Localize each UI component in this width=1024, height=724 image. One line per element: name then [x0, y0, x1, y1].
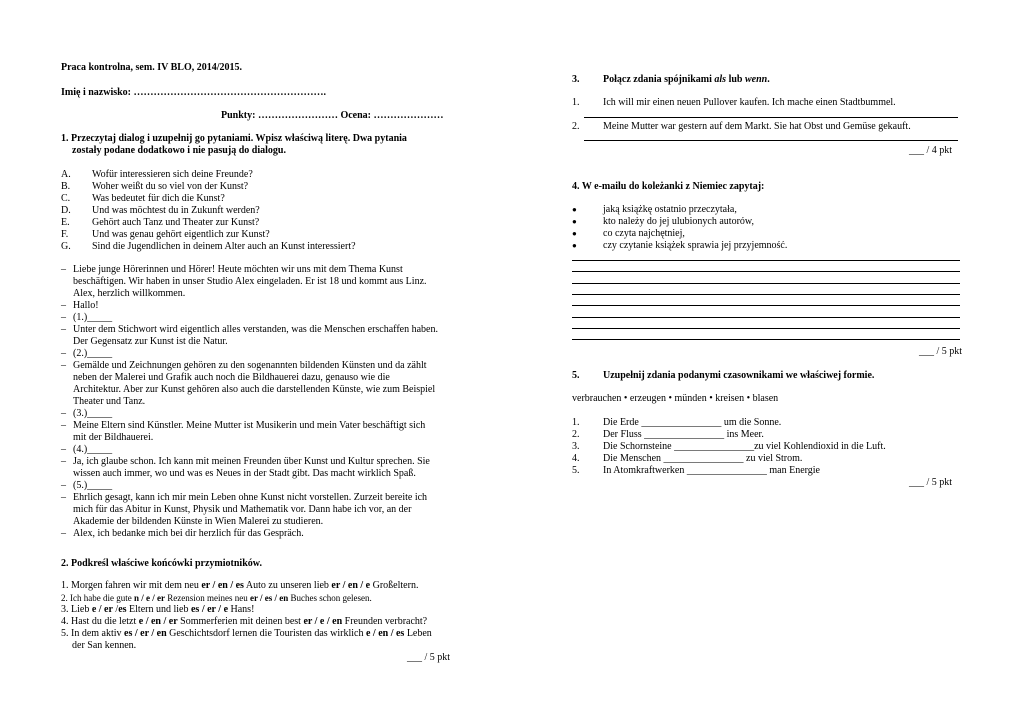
sentence-text: Auto zu unseren lieb	[243, 580, 332, 591]
dialog-text[interactable]: (5.)_____	[73, 480, 113, 491]
ending-options[interactable]: e / en / es	[365, 628, 405, 639]
dialog-text: Architektur. Aber zur Kunst gehören also auch die darstellenden Künste, wie zum Beispiel	[73, 384, 436, 395]
dialog-text: Meine Eltern sind Künstler. Meine Mutter ist Musikerin und mein Vater beschäftigt sich	[73, 420, 426, 431]
bullet-text: kto należy do jej ulubionych autorów,	[603, 216, 754, 227]
task3-answer-line-1[interactable]	[584, 117, 958, 118]
dash-marker: –	[61, 408, 66, 419]
bullet-icon: ●	[572, 205, 577, 214]
dialog-text: neben der Malerei und Grafik auch noch die Bildhauerei dazu, genauso wie die	[73, 372, 390, 383]
task2-item	[61, 592, 461, 604]
task5-verb-list: verbrauchen • erzeugen • münden • kreisen • blasen	[572, 393, 779, 404]
option-letter: D.	[61, 205, 71, 216]
ending-options[interactable]: n / e / er	[133, 593, 165, 603]
task2-item	[61, 604, 461, 616]
task3-item-1-text: Ich will mir einen neuen Pullover kaufen. Ich mache einen Stadtbummel.	[603, 97, 896, 108]
task5-item	[572, 441, 962, 453]
task3-item-1-number: 1.	[572, 97, 580, 108]
dialog-text[interactable]: (2.)_____	[73, 348, 113, 359]
task5-items	[572, 417, 962, 477]
dialog-text[interactable]: (3.)_____	[73, 408, 113, 419]
task2-item	[61, 640, 461, 652]
dialog-text: beschäftigen. Wir haben in unser Studio Alex eingeladen. Er ist 18 und kommt aus Linz.	[73, 276, 427, 287]
task1-option	[61, 169, 461, 181]
task4-answer-line[interactable]	[572, 271, 960, 272]
dialog-text: Unter dem Stichwort wird eigentlich alles verstanden, was die Menschen erschaffen haben.	[73, 324, 438, 335]
dialog-text: Hallo!	[73, 300, 99, 311]
dash-marker: –	[61, 300, 66, 311]
dialog-text: Alex, herzlich willkommen.	[73, 288, 186, 299]
dash-marker: –	[61, 444, 66, 455]
item-text[interactable]: Die Erde ________________ um die Sonne.	[603, 417, 782, 428]
dash-marker: –	[61, 480, 66, 491]
sentence-text: Großeltern.	[370, 580, 419, 591]
item-text[interactable]: Die Schornsteine ________________zu viel Kohlendioxid in die Luft.	[603, 441, 886, 452]
task4-answer-line[interactable]	[572, 339, 960, 340]
dialog-line	[61, 360, 456, 408]
ending-options[interactable]: es / er / en	[124, 628, 167, 639]
dash-marker: –	[61, 456, 66, 467]
ending-options[interactable]: er / en / es	[201, 580, 244, 591]
dialog-text: Liebe junge Hörerinnen und Hörer! Heute möchten wir uns mit dem Thema Kunst	[73, 264, 403, 275]
item-text[interactable]: Der Fluss ________________ ins Meer.	[603, 429, 764, 440]
item-number: 4.	[572, 453, 580, 464]
task3-answer-line-2[interactable]	[584, 140, 958, 141]
option-text: Wofür interessieren sich deine Freunde?	[92, 169, 253, 180]
task1-option	[61, 217, 461, 229]
dash-marker: –	[61, 324, 66, 335]
dialog-text[interactable]: (1.)_____	[73, 312, 113, 323]
task5-item	[572, 453, 962, 465]
task4-bullet-item	[572, 240, 962, 252]
name-field-line[interactable]: Imię i nazwisko: ………………………………………………….	[61, 87, 326, 98]
bullet-icon: ●	[572, 229, 577, 238]
option-letter: F.	[61, 229, 69, 240]
task4-answer-line[interactable]	[572, 294, 960, 295]
bullet-text: jaką książkę ostatnio przeczytała,	[603, 204, 737, 215]
sentence-text: Hans!	[228, 604, 255, 615]
dialog-line	[61, 492, 456, 528]
dialog-text[interactable]: (4.)_____	[73, 444, 113, 455]
item-text[interactable]: Die Menschen ________________ zu viel Strom.	[603, 453, 803, 464]
dialog-line	[61, 480, 456, 492]
task4-answer-line[interactable]	[572, 305, 960, 306]
ending-options[interactable]: es	[118, 604, 127, 615]
option-letter: E.	[61, 217, 70, 228]
dialog-text: Akademie der bildenden Künste in Wien Malerei zu studieren.	[73, 516, 324, 527]
task1-instruction-line1: 1. Przeczytaj dialog i uzupełnij go pytaniami. Wpisz właściwą literę. Dwa pytania	[61, 133, 407, 144]
task5-item	[572, 417, 962, 429]
sentence-text: Buches schon gelesen.	[288, 593, 372, 603]
task2-items	[61, 580, 461, 652]
bullet-text: co czyta najchętniej,	[603, 228, 685, 239]
task2-instruction: 2. Podkreśl właściwe końcówki przymiotników.	[61, 558, 262, 569]
dash-marker: –	[61, 312, 66, 323]
item-number: 1.	[572, 417, 580, 428]
item-number: 3.	[572, 441, 580, 452]
dialog-text: Ja, ich glaube schon. Ich kann mit meinen Freunden über Kunst und Kultur sprechen. Sie	[73, 456, 430, 467]
dash-marker: –	[61, 492, 66, 503]
dialog-text: wissen auch immer, wo und was es Neues in der Stadt gibt. Das macht wirklich Spaß.	[73, 468, 416, 479]
dialog-text: mit der Bildhauerei.	[73, 432, 154, 443]
ending-options[interactable]: er / en / e	[331, 580, 371, 591]
dialog-line	[61, 300, 456, 312]
option-text: Was bedeutet für dich die Kunst?	[92, 193, 225, 204]
points-grade-line[interactable]: Punkty: …………………… Ocena: …………………	[221, 110, 444, 121]
option-text: Und was genau gehört eigentlich zur Kunst?	[92, 229, 270, 240]
bullet-icon: ●	[572, 241, 577, 250]
task1-option	[61, 193, 461, 205]
task5-score: ___ / 5 pkt	[908, 477, 952, 488]
sentence-text: 1. Morgen fahren wir mit dem neu	[61, 580, 202, 591]
task3-item-2-text: Meine Mutter war gestern auf dem Markt. Sie hat Obst und Gemüse gekauft.	[603, 121, 911, 132]
dialog-line	[61, 408, 456, 420]
sentence-text: der San kennen.	[72, 640, 137, 651]
dash-marker: –	[61, 360, 66, 371]
task1-options-list	[61, 169, 461, 253]
bullet-text: czy czytanie książek sprawia jej przyjemność.	[603, 240, 788, 251]
task3-number: 3.	[572, 74, 580, 85]
dialog-text: Ehrlich gesagt, kann ich mir mein Leben ohne Kunst nicht vorstellen. Zurzeit bereite ich	[73, 492, 428, 503]
task2-item	[61, 580, 461, 592]
sentence-text: Eltern und lieb	[126, 604, 191, 615]
ending-options[interactable]: es / er / e	[190, 604, 229, 615]
sentence-text: Leben	[404, 628, 432, 639]
dialog-line	[61, 528, 456, 540]
task4-bullet-list	[572, 204, 962, 252]
task3-instruction: Połącz zdania spójnikami als lub wenn.	[603, 74, 770, 85]
dialog-line	[61, 312, 456, 324]
item-number: 2.	[572, 429, 580, 440]
dialog-text: Gemälde und Zeichnungen gehören zu den sogenannten bildenden Künsten und da zählt	[73, 360, 427, 371]
task4-answer-line[interactable]	[572, 260, 960, 261]
task1-option	[61, 229, 461, 241]
task5-item	[572, 429, 962, 441]
item-number: 5.	[572, 465, 580, 476]
sentence-text: Rezension meines neu	[164, 593, 250, 603]
task2-score: ___ / 5 pkt	[406, 652, 450, 663]
task1-instruction-line2: zostały podane dodatkowo i nie pasują do dialogu.	[72, 145, 286, 156]
task4-answer-line[interactable]	[572, 328, 960, 329]
task4-answer-line[interactable]	[572, 317, 960, 318]
task5-number: 5.	[572, 370, 580, 381]
dash-marker: –	[61, 264, 66, 275]
sentence-text: 2. Ich habe die gute	[61, 593, 134, 603]
sentence-text: /	[112, 604, 119, 615]
task1-dialog	[61, 264, 456, 540]
task4-score: ___ / 5 pkt	[918, 346, 962, 357]
sentence-text: 3. Lieb	[61, 604, 92, 615]
option-text: Gehört auch Tanz und Theater zur Kunst?	[92, 217, 260, 228]
task3-item-2-number: 2.	[572, 121, 580, 132]
task4-answer-line[interactable]	[572, 283, 960, 284]
ending-options[interactable]: e / er	[91, 604, 113, 615]
task1-option	[61, 205, 461, 217]
dialog-line	[61, 348, 456, 360]
dialog-text: mich für das Abitur in Kunst, Physik und Mathematik vor. Dann habe ich vor, an der	[73, 504, 412, 515]
option-letter: G.	[61, 241, 71, 252]
sentence-text: Freunden verbracht?	[342, 616, 428, 627]
option-text: Und was möchtest du in Zukunft werden?	[92, 205, 260, 216]
sentence-text: 5. In dem aktiv	[61, 628, 125, 639]
dialog-text: Alex, ich bedanke mich bei dir herzlich für das Gespräch.	[73, 528, 304, 539]
dialog-text: Der Gegensatz zur Kunst ist die Natur.	[73, 336, 228, 347]
dash-marker: –	[61, 528, 66, 539]
task1-option	[61, 181, 461, 193]
dialog-line	[61, 444, 456, 456]
task5-item	[572, 465, 962, 477]
task4-instruction: 4. W e-mailu do koleżanki z Niemiec zapytaj:	[572, 181, 765, 192]
dialog-line	[61, 420, 456, 444]
sentence-text: 4. Hast du die letzt	[61, 616, 139, 627]
sentence-text: Sommerferien mit deinen best	[177, 616, 304, 627]
worksheet-title: Praca kontrolna, sem. IV BLO, 2014/2015.	[61, 62, 243, 73]
dialog-line	[61, 324, 456, 348]
task2-item	[61, 616, 461, 628]
dialog-line	[61, 456, 456, 480]
task2-item	[61, 628, 461, 640]
task4-bullet-item	[572, 228, 962, 240]
dialog-line	[61, 264, 456, 300]
task3-score: ___ / 4 pkt	[908, 145, 952, 156]
task5-instruction: Uzupełnij zdania podanymi czasownikami we właściwej formie.	[603, 370, 875, 381]
option-letter: A.	[61, 169, 71, 180]
ending-options[interactable]: er / e / en	[303, 616, 343, 627]
bullet-icon: ●	[572, 217, 577, 226]
option-text: Sind die Jugendlichen in deinem Alter auch an Kunst interessiert?	[92, 241, 356, 252]
item-text[interactable]: In Atomkraftwerken ________________ man Energie	[603, 465, 820, 476]
task4-bullet-item	[572, 216, 962, 228]
dash-marker: –	[61, 348, 66, 359]
task1-option	[61, 241, 461, 253]
ending-options[interactable]: e / en / er	[138, 616, 178, 627]
sentence-text: Geschichtsdorf lernen die Touristen das wirklich	[166, 628, 366, 639]
option-letter: B.	[61, 181, 71, 192]
dash-marker: –	[61, 420, 66, 431]
task4-bullet-item	[572, 204, 962, 216]
option-text: Woher weißt du so viel von der Kunst?	[92, 181, 249, 192]
option-letter: C.	[61, 193, 71, 204]
dialog-text: Theater und Tanz.	[73, 396, 146, 407]
ending-options[interactable]: er / es / en	[249, 593, 289, 603]
